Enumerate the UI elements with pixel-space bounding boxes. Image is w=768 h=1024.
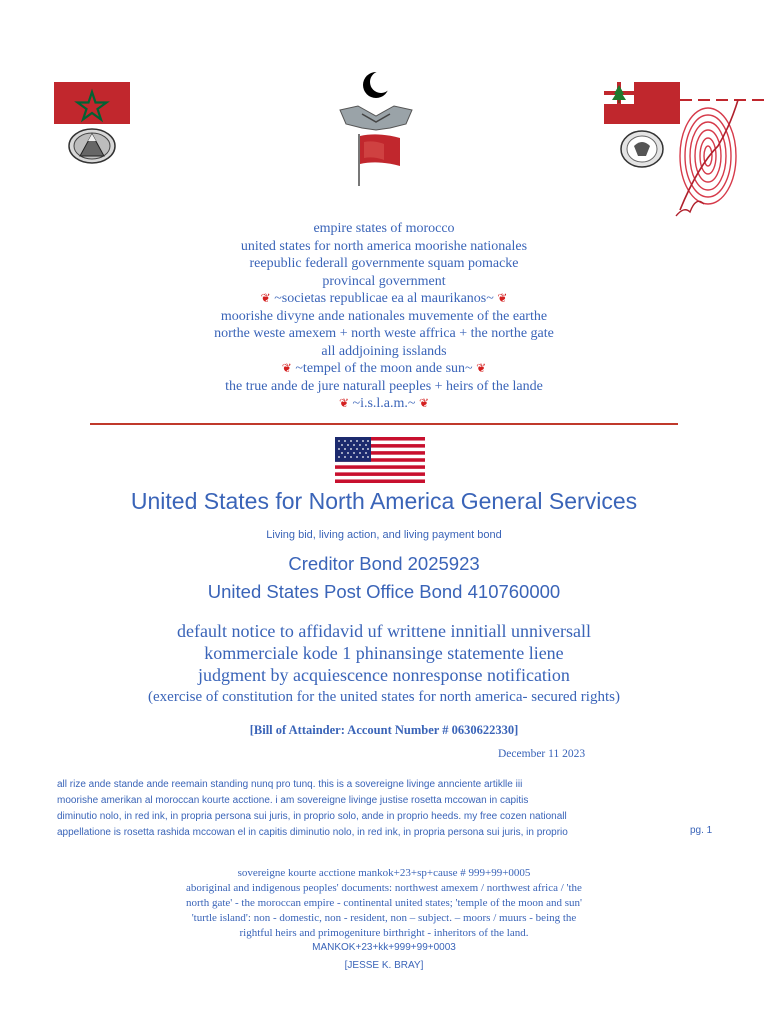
tempel-text: ~tempel of the moon ande sun~ [295, 361, 473, 376]
ornament-icon: ❦ [476, 361, 487, 375]
islam-text: ~i.s.l.a.m.~ [352, 396, 416, 411]
footer-line: north gate' - the moroccan empire - continental united states; 'temple of the moon and sun' [185, 897, 583, 909]
paragraph-line: all rize ande stande ande reemain standing nunq pro tunq. this is a sovereigne livinge annciente artiklle iii [57, 779, 523, 790]
ornament-icon: ❦ [418, 396, 430, 410]
header-line: northe weste amexem + north weste affrica + the northe gate [214, 326, 554, 341]
ornament-icon: ❦ [281, 361, 292, 375]
header-ornamented-line [0, 290, 768, 308]
us-flag-image [335, 437, 425, 483]
header-line: reepublic federall governmente squam pomacke [249, 256, 519, 271]
header-line: all addjoining isslands [321, 343, 447, 359]
footer-mankok: MANKOK+23+kk+999+99+0003 [312, 942, 456, 953]
ornament-icon: ❦ [497, 291, 508, 305]
ornament-icon: ❦ [260, 291, 271, 305]
red-divider [90, 423, 678, 425]
paragraph-line: appellatione is rosetta rashida mccowan el in capitis diminutio nolo, in red ink, in propria persona sui juris, in proprio [57, 827, 568, 838]
morocco-flag-image [54, 82, 130, 124]
header-line: moorishe divyne ande nationales muvemente of the earthe [220, 308, 548, 324]
header-line: united states for north america moorishe nationales [240, 238, 528, 254]
header-line: provincal government [322, 273, 446, 289]
paragraph-line: diminutio nolo, in red ink, in propria persona sui juris, in proprio solo, ande in proprio heeds. my free cozen nationall [57, 811, 567, 822]
paragraph-line: moorishe amerikan al moroccan kourte acctione. i am sovereigne livinge justise rosetta mccowan in capitis [57, 795, 529, 806]
bill-of-attainder: [Bill of Attainder: Account Number # 0630622330] [249, 723, 519, 737]
footer-line: 'turtle island': non - domestic, non - resident, non – subject. – moors / muurs - being the [191, 912, 577, 924]
page-title: United States for North America General Services [130, 488, 638, 514]
ornament-icon: ❦ [338, 396, 349, 410]
notice-line: judgment by acquiescence nonresponse notification [198, 665, 570, 685]
body-paragraph [57, 777, 727, 841]
societas-text: ~societas republicae ea al maurikanos~ [274, 291, 494, 306]
notice-line: default notice to affidavid uf writtene innitiall unniversall [176, 621, 592, 641]
header-ornamented-line [0, 395, 768, 413]
notice-line: kommerciale kode 1 phinansinge statemente liene [204, 643, 564, 663]
page-number: pg. 1 [690, 825, 713, 836]
pyramid-seal-image [68, 128, 116, 164]
footer-line: rightful heirs and primogeniture birthright - inheritors of the land. [239, 927, 529, 939]
us-seal-image [620, 130, 664, 168]
post-office-bond: United States Post Office Bond 410760000 [207, 581, 561, 602]
footer-line: aboriginal and indigenous peoples' documents: northwest amexem / northwest africa / 'the [186, 882, 582, 894]
red-fingerprint-signature [668, 86, 750, 224]
crescent-handshake-emblem [334, 70, 418, 190]
header-ornamented-line [0, 360, 768, 378]
footer-name: [JESSE K. BRAY] [344, 960, 424, 971]
notice-subtitle: (exercise of constitution for the united states for north america- secured rights) [148, 689, 620, 705]
document-date: December 11 2023 [498, 748, 586, 760]
header-line: empire states of morocco [313, 221, 455, 236]
page-subtitle: Living bid, living action, and living payment bond [266, 529, 502, 541]
header-line: the true ande de jure naturall peeples + heirs of the lande [225, 378, 543, 394]
footer-line: sovereigne kourte acctione mankok+23+sp+cause # 999+99+0005 [237, 867, 531, 879]
creditor-bond: Creditor Bond 2025923 [288, 553, 480, 574]
